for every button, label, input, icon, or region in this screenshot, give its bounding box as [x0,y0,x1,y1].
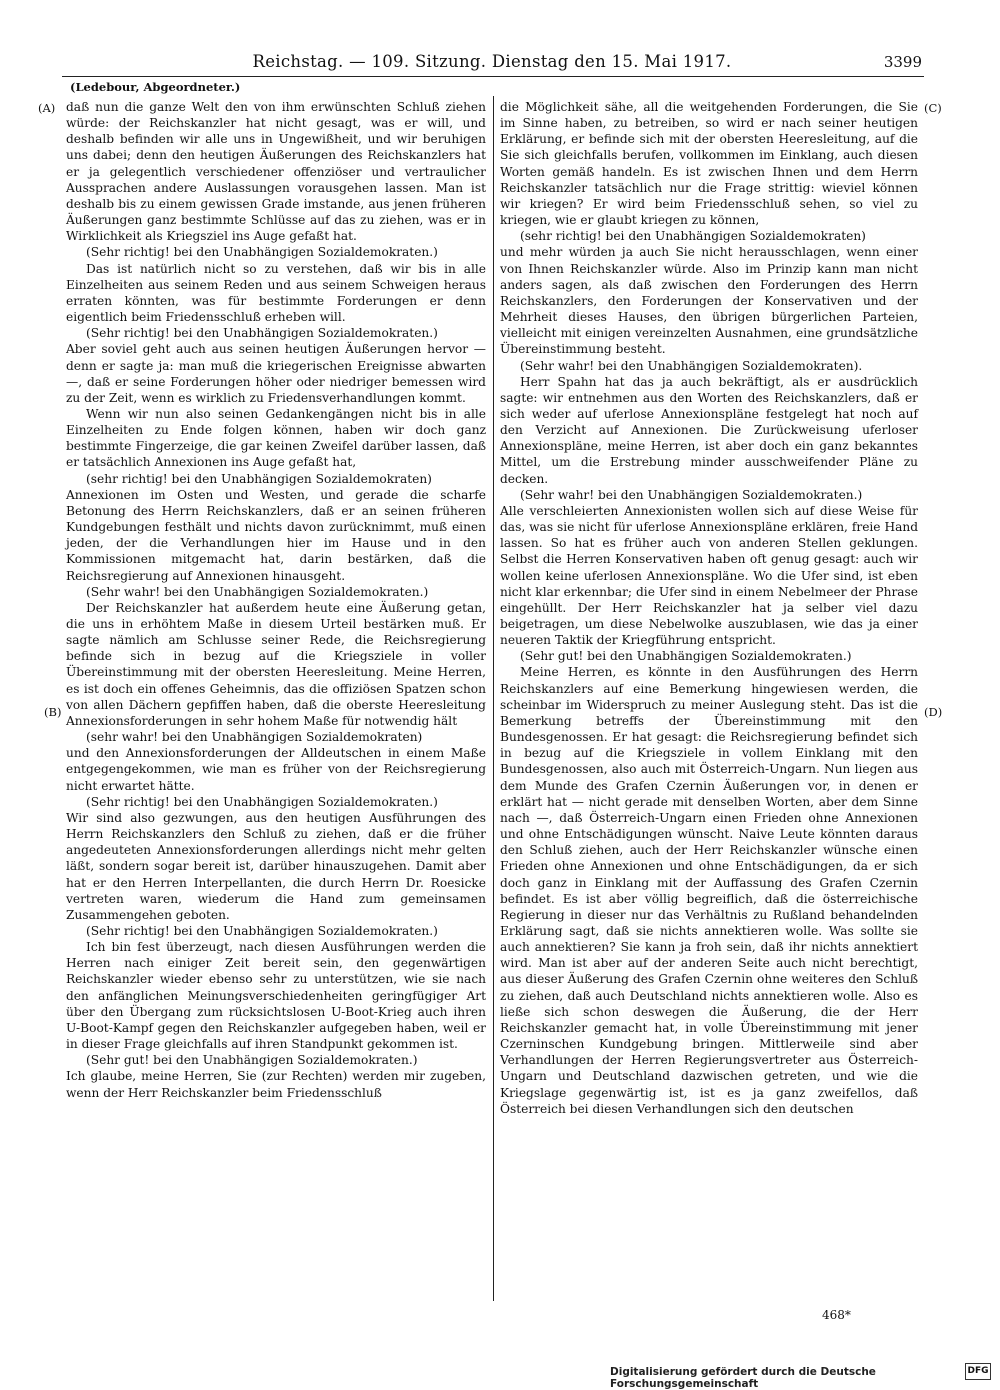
column-divider [493,96,494,1301]
paragraph: Das ist natürlich nicht so zu verstehen, daß wir bis in alle Einzelheiten aus seinem Reden und aus seinem Schweigen heraus erraten könnten, was für bestimmte Forderungen er denn eigentlich beim Friedensschluß erheben will. [66,261,486,325]
interjection: (Sehr gut! bei den Unabhängigen Sozialdemokraten.) [86,1053,418,1068]
paragraph: Annexionen im Osten und Westen, und gerade die scharfe Betonung des Herrn Reichskanzlers, daß er an seinen früheren Kundgebungen festhält und nichts davon zurücknimmt, muß einen jeden, der die Verhandlungen hier im Hause und in den Kommissionen mitgemacht hat, darin bestärken, daß die Reichsregierung auf Annexionen hinausgeht. [66,487,486,583]
paragraph: daß nun die ganze Welt den von ihm erwünschten Schluß ziehen würde: der Reichskanzler hat nicht gesagt, was er will, und deshalb befinden wir alle uns in Ungewißheit, und wir beruhigen uns dabei; denn den heutigen Äußerungen des Reichskanzlers hat er ja gelegentlich verschiedener offenziöser und vertraulicher Aussprachen andere Auslassungen vorausgehen lassen. Man ist deshalb bis zu einem gewissen Grade imstande, aus jenen früheren Äußerungen ganz bestimmte Schlüsse auf das zu ziehen, was er in Wirklichkeit als Kriegsziel ins Auge gefaßt hat. [66,100,486,244]
margin-marker-a: (A) [38,101,56,115]
paragraph: Wir sind also gezwungen, aus den heutigen Ausführungen des Herrn Reichskanzlers den Schluß zu ziehen, daß er die früher angedeuteten Annexionsforderungen allerdings nicht mehr gelten läßt, sondern sogar bereit ist, darüber hinauszugehen. Damit aber hat er den Herren Interpellanten, die durch Herrn Dr. Roesicke vertreten waren, wiederum die Hand zum gemeinsamen Zusammengehen geboten. [66,810,486,922]
left-column [66,99,486,1101]
interjection: (Sehr wahr! bei den Unabhängigen Sozialdemokraten.) [520,487,863,502]
margin-marker-d: (D) [924,705,943,719]
paragraph: Wenn wir nun also seinen Gedankengängen nicht bis in alle Einzelheiten zu Ende folgen können, haben wir doch ganz bestimmte Fingerzeige, die gar keinen Zweifel darüber lassen, daß er tatsächlich Annexionen ins Auge gefaßt hat, [66,406,486,470]
speaker-note: (Ledebour, Abgeordneter.) [70,80,241,94]
paragraph: Aber soviel geht auch aus seinen heutigen Äußerungen hervor — denn er sagte ja: man muß die kriegerischen Ereignisse abwarten —, daß er seine Forderungen höher oder niedriger bemessen wird zu der Zeit, wenn es wirklich zu Friedensverhandlungen kommt. [66,342,486,405]
header-rule [62,76,924,77]
right-column [500,99,918,1117]
interjection: (Sehr wahr! bei den Unabhängigen Sozialdemokraten.) [86,584,429,599]
paragraph: die Möglichkeit sähe, all die weitgehenden Forderungen, die Sie im Sinne haben, zu betreiben, so wird er nach seiner heutigen Erklärung, er befinde sich mit der obersten Heeresleitung, auf die Sie sich gleichfalls berufen, vollkommen im Einklang, auch diesen Worten gemäß handeln. Es ist zwischen Ihnen und dem Herrn Reichskanzler tatsächlich nur die Frage strittig: wieviel können wir kriegen? Er wird beim Friedensschluß sehen, so viel zu kriegen, wie er glaubt kriegen zu können, [500,100,918,228]
paragraph: Meine Herren, es könnte in den Ausführungen des Herrn Reichskanzlers auf eine Bemerkung hingewiesen werden, die scheinbar im Widerspruch zu meiner Auslegung steht. Das ist die Bemerkung betreffs der Übereinstimmung mit den Bundesgenossen. Er hat gesagt: die Reichsregierung befindet sich in bezug auf die Kriegsziele in vollem Einklang mit den Bundesgenossen, also auch mit Österreich-Ungarn. Nun liegen aus dem Munde des Grafen Czernin Äußerungen vor, in denen er erklärt hat — nicht gerade mit denselben Worten, aber dem Sinne nach —, daß Österreich-Ungarn einen Frieden ohne Annexionen und ohne Entschädigungen wünscht. Naive Leute könnten daraus den Schluß ziehen, auch der Herr Reichskanzler wünsche einen Frieden ohne Annexionen und ohne Entschädigungen, da er sich doch ganz in Einklang mit der Auffassung des Grafen Czernin befindet. Es ist aber völlig begreiflich, daß die österreichische Regierung in dieser nur das Verhältnis zu Rußland behandelnden Erklärung sagt, daß sie nichts annektieren wolle. Was sollte sie auch annektieren? Sie kann ja froh sein, daß ihr nichts annektiert wird. Man ist aber auf der anderen Seite auch nicht berechtigt, aus dieser Äußerung des Grafen Czernin ohne weiteres den Schluß zu ziehen, daß auch Deutschland nichts annektieren wolle. Also es ließe sich schon deswegen die Äußerung, die der Herr Reichskanzler gemacht hat, in volle Übereinstimmung mit jener Czerninschen Kundgebung bringen. Mittlerweile sind aber Verhandlungen der Herren Regierungsvertreter aus Österreich-Ungarn und Deutschland dazwischen getreten, und wie die Kriegslage gegenwärtig ist, ist es ja ganz zweifellos, daß Österreich bei diesen Verhandlungen sich den deutschen [500,665,918,1116]
paragraph: Herr Spahn hat das ja auch bekräftigt, als er ausdrücklich sagte: wir entnehmen aus den Worten des Reichskanzlers, daß er sich weder auf uferlose Annexionspläne festgelegt hat noch auf den Verzicht auf Annexionen. Die Zurückweisung uferloser Annexionspläne, meine Herren, ist aber doch ein ganz bekanntes Mittel, um die Erstrebung minder ausschweifender Pläne zu decken. [500,374,918,486]
paragraph: und mehr würden ja auch Sie nicht herausschlagen, wenn einer von Ihnen Reichskanzler würde. Also im Prinzip kann man nicht anders sagen, als daß zwischen den Forderungen des Herrn Reichskanzlers, den Forderungen der Konservativen und der Mehrheit dieses Hauses, den übrigen bürgerlichen Parteien, vielleicht mit einigen vereinzelten Ausnahmen, eine grundsätzliche Übereinstimmung besteht. [500,245,918,357]
interjection: (Sehr richtig! bei den Unabhängigen Sozialdemokraten.) [86,245,438,260]
interjection: (Sehr richtig! bei den Unabhängigen Sozialdemokraten.) [86,923,438,938]
page-title: Reichstag. — 109. Sitzung. Dienstag den 15. Mai 1917. [252,52,732,71]
margin-marker-b: (B) [44,705,62,719]
page-number: 3399 [883,53,922,71]
dfg-logo: DFG [965,1363,991,1380]
paragraph: Alle verschleierten Annexionisten wollen sich auf diese Weise für das, was sie nicht für uferlose Annexionspläne erklären, freie Hand lassen. So hat es früher auch von anderen Stellen geklungen. Selbst die Herren Konservativen haben oft genug gesagt: auch wir wollen keine uferlosen Annexionspläne. Wo die Ufer sind, ist eben nicht klar erkennbar; die Ufer sind in einem Nebelmeer der Phrase eingehüllt. Der Herr Reichskanzler hat ja selber viel dazu beigetragen, um diese Nebelwolke auszublasen, wie das ja einer neueren Taktik der Kriegführung entspricht. [500,503,918,648]
signature-mark: 468* [822,1308,851,1322]
interjection: (Sehr richtig! bei den Unabhängigen Sozialdemokraten.) [86,794,438,809]
paragraph: Der Reichskanzler hat außerdem heute eine Äußerung getan, die uns in erhöhtem Maße in diesem Urteil bestärken muß. Er sagte nämlich am Schlusse seiner Rede, die Reichsregierung befinde sich in bezug auf die Kriegsziele in voller Übereinstimmung mit der obersten Heeresleitung. Meine Herren, es ist doch ein offenes Geheimnis, das die offiziösen Spatzen schon von allen Dächern gepfiffen haben, daß die oberste Heeresleitung Annexionsforderungen in sehr hohem Maße für notwendig hält [66,600,486,728]
interjection: (sehr richtig! bei den Unabhängigen Sozialdemokraten) [520,229,866,244]
interjection: (Sehr wahr! bei den Unabhängigen Sozialdemokraten). [520,358,863,373]
margin-marker-c: (C) [924,101,942,115]
paragraph: Ich glaube, meine Herren, Sie (zur Rechten) werden mir zugeben, wenn der Herr Reichskanzler beim Friedensschluß [66,1069,486,1100]
paragraph: Ich bin fest überzeugt, nach diesen Ausführungen werden die Herren nach einiger Zeit bereit sein, den gegenwärtigen Reichskanzler wieder ebenso sehr zu unterstützen, wie sie nach den anfänglichen Meinungsverschiedenheiten geringfügiger Art über den Übergang zum rücksichtslosen U-Boot-Krieg auch ihren U-Boot-Kampf gegen den Reichskanzler aufgegeben haben, weil er in dieser Frage gleichfalls auf ihren Standpunkt gekommen ist. [66,940,486,1052]
paragraph: und den Annexionsforderungen der Alldeutschen in einem Maße entgegengekommen, wie man es früher von der Reichsregierung nicht erwartet hätte. [66,746,486,793]
interjection: (sehr richtig! bei den Unabhängigen Sozialdemokraten) [86,471,432,486]
interjection: (sehr wahr! bei den Unabhängigen Sozialdemokraten) [86,730,423,745]
digitization-credit: Digitalisierung gefördert durch die Deutsche Forschungsgemeinschaft [610,1366,876,1390]
running-header [62,52,922,76]
interjection: (Sehr gut! bei den Unabhängigen Sozialdemokraten.) [520,649,852,664]
interjection: (Sehr richtig! bei den Unabhängigen Sozialdemokraten.) [86,326,438,341]
